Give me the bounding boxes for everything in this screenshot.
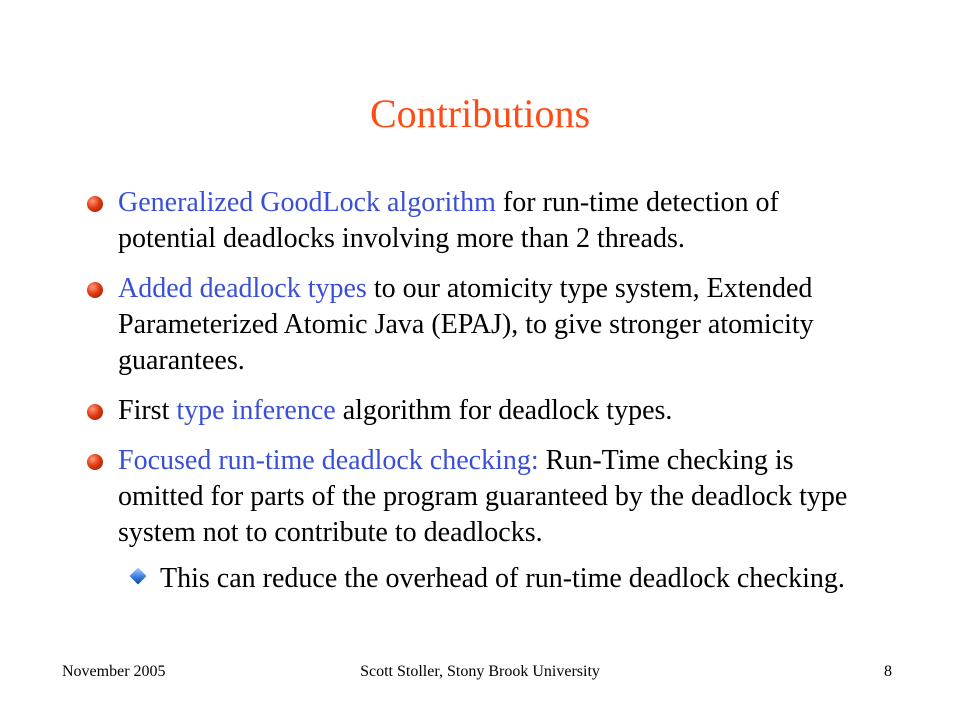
red-ball-icon (87, 404, 103, 420)
bullet-text: Run-Time checking is omitted for parts of the program guaranteed by the deadlock type system not to contribute to deadlocks. (118, 445, 848, 548)
bullet-highlight: Focused run-time deadlock checking: (118, 445, 539, 476)
bullet-highlight: Generalized GoodLock algorithm (118, 187, 496, 218)
bullet-text: algorithm for deadlock types. (335, 395, 673, 426)
blue-diamond-icon (130, 568, 147, 585)
sub-bullet-item (120, 561, 872, 597)
red-ball-icon (87, 282, 103, 298)
slide-title: Contributions (369, 91, 591, 136)
footer-date: November 2005 (62, 663, 166, 680)
bullet-item (82, 271, 872, 379)
sub-bullet-text: This can reduce the overhead of run-time deadlock checking. (160, 563, 845, 594)
bullet-highlight: type inference (176, 395, 336, 426)
footer-page-number: 8 (884, 663, 892, 680)
bullet-list (82, 185, 872, 597)
footer-author: Scott Stoller, Stony Brook University (360, 663, 600, 680)
bullet-item (82, 393, 872, 429)
bullet-highlight: Added deadlock types (118, 273, 367, 304)
bullet-item (82, 443, 872, 551)
red-ball-icon (87, 196, 103, 212)
bullet-text: for run-time detection of potential deadlocks involving more than 2 threads. (118, 187, 779, 254)
red-ball-icon (87, 454, 103, 470)
bullet-text: to our atomicity type system, Extended Parameterized Atomic Java (EPAJ), to give stronger atomicity guarantees. (118, 273, 814, 376)
bullet-prefix: First (118, 395, 177, 426)
bullet-item (82, 185, 872, 257)
